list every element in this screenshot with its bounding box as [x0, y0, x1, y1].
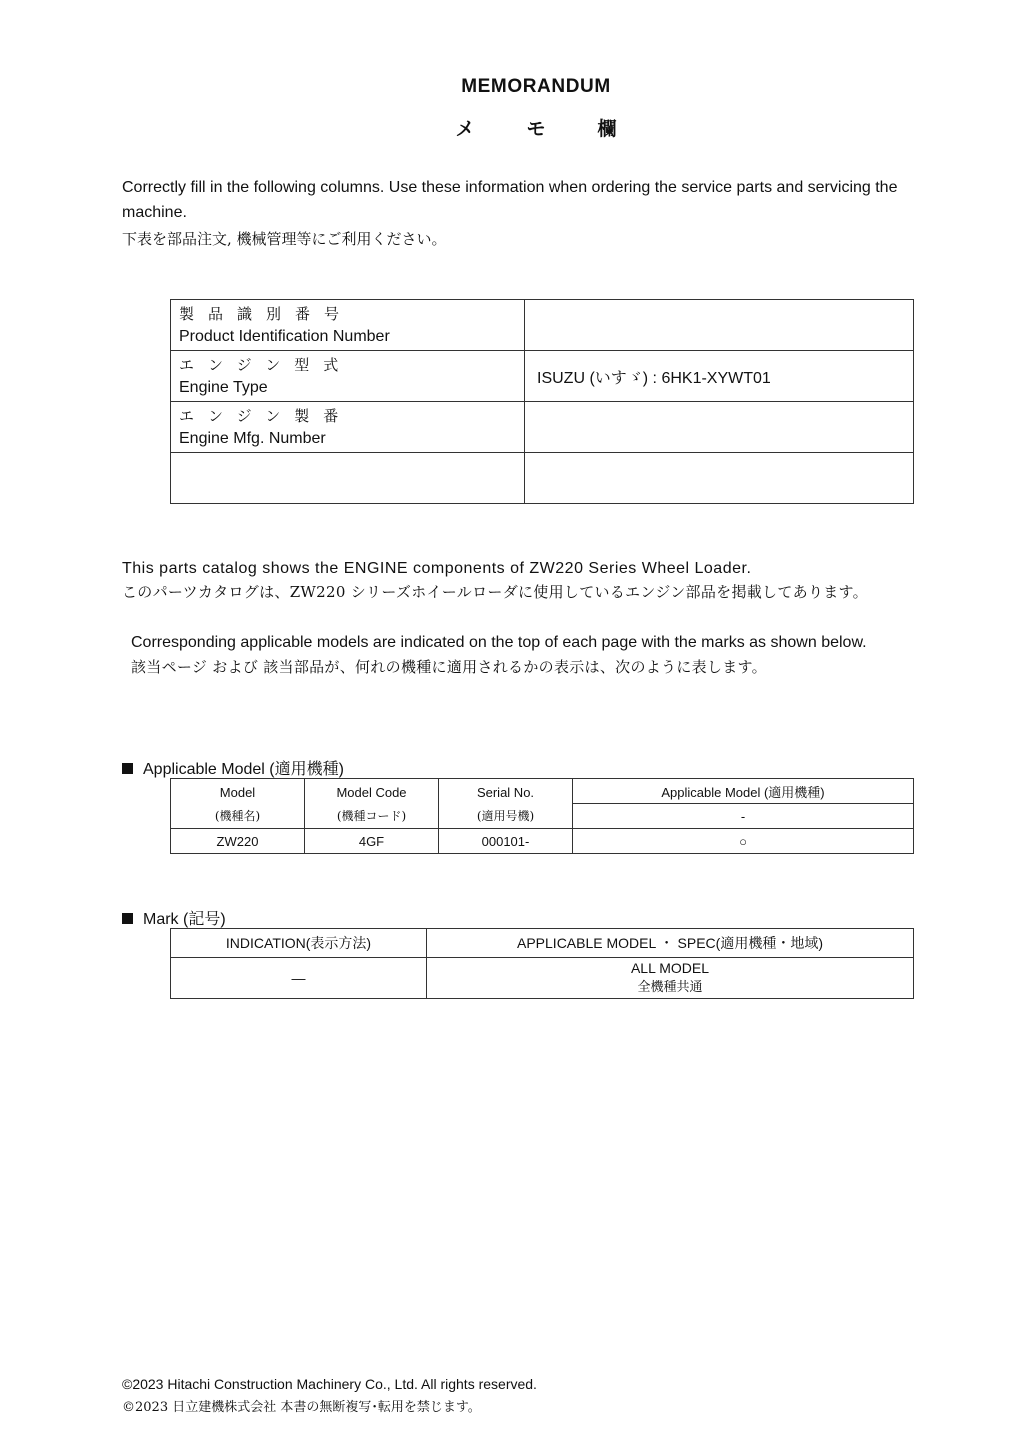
label-cell: [171, 351, 525, 402]
blank-label-cell: [171, 453, 525, 504]
label-cell: [171, 300, 525, 351]
serial-no-cell: 000101-: [439, 829, 573, 854]
corresponding-text-en: Corresponding applicable models are indicated on the top of each page with the marks as shown below.: [131, 634, 867, 651]
header-applicable-model: Applicable Model (適用機種): [573, 779, 914, 804]
model-code-cell: 4GF: [305, 829, 439, 854]
engine-mfg-value-cell: [525, 402, 914, 453]
header-model: Model (機種名): [171, 779, 305, 829]
applicable-sub-header: -: [573, 804, 914, 829]
corresponding-text-ja: 該当ページ および 該当部品が、何れの機種に適用されるかの表示は、次のように表します。: [131, 658, 767, 676]
spec-cell: [427, 958, 914, 999]
applicable-mark-cell: ○: [573, 829, 914, 854]
applicable-model-heading: [122, 756, 344, 779]
square-bullet-icon: [122, 763, 133, 774]
table-row: [171, 453, 914, 504]
mark-table: [170, 928, 914, 999]
label-en: Engine Type: [179, 378, 268, 396]
spec-en: ALL MODEL: [630, 960, 710, 976]
title-ja-char: モ: [526, 118, 546, 140]
table-row: [171, 929, 914, 958]
table-row: [171, 829, 914, 854]
intro-text-ja: 下表を部品注文, 機械管理等にご利用ください。: [122, 230, 447, 248]
page-title-ja: [0, 114, 1024, 141]
table-row: [171, 779, 914, 804]
label-en: Product Identification Number: [179, 327, 390, 345]
header-model-code: Model Code (機種コード): [305, 779, 439, 829]
indication-cell: —: [171, 958, 427, 999]
table-row: [171, 300, 914, 351]
square-bullet-icon: [122, 913, 133, 924]
header-indication: INDICATION(表示方法): [171, 929, 427, 958]
table-row: [171, 402, 914, 453]
label-en: Engine Mfg. Number: [179, 429, 326, 447]
mark-heading: [122, 906, 226, 929]
header-applicable-spec: APPLICABLE MODEL ・ SPEC(適用機種・地域): [427, 929, 914, 958]
blank-value-cell: [525, 453, 914, 504]
identification-table: [170, 299, 914, 504]
label-ja: エンジン型式: [179, 355, 353, 374]
table-row: [171, 351, 914, 402]
label-cell: [171, 402, 525, 453]
heading-text: Applicable Model (適用機種): [143, 761, 344, 778]
copyright-ja: ©2023 日立建機株式会社 本書の無断複写･転用を禁じます。: [122, 1400, 481, 1415]
engine-type-value-cell: ISUZU (いすゞ) : 6HK1-XYWT01: [525, 351, 914, 402]
applicable-model-table: [170, 778, 914, 854]
catalog-text-en: This parts catalog shows the ENGINE components of ZW220 Series Wheel Loader.: [122, 560, 752, 577]
intro-text-en: Correctly fill in the following columns. Use these information when ordering the service parts and servicing the machine.: [122, 179, 898, 221]
title-ja-char: メ: [455, 118, 475, 140]
label-ja: エンジン製番: [179, 406, 353, 425]
page-title: MEMORANDUM: [461, 76, 611, 97]
spec-ja: 全機種共通: [637, 980, 703, 995]
table-row: [171, 958, 914, 999]
label-ja: 製品識別番号: [179, 304, 354, 323]
catalog-text-ja: このパーツカタログは、ZW220 シリーズホイールローダに使用しているエンジン部品を掲載してあります。: [122, 583, 868, 601]
heading-text: Mark (記号): [143, 911, 226, 928]
header-serial-no: Serial No. (適用号機): [439, 779, 573, 829]
model-cell: ZW220: [171, 829, 305, 854]
product-id-value-cell: [525, 300, 914, 351]
copyright-en: ©2023 Hitachi Construction Machinery Co., Ltd. All rights reserved.: [122, 1376, 537, 1392]
title-ja-char: 欄: [597, 118, 617, 140]
